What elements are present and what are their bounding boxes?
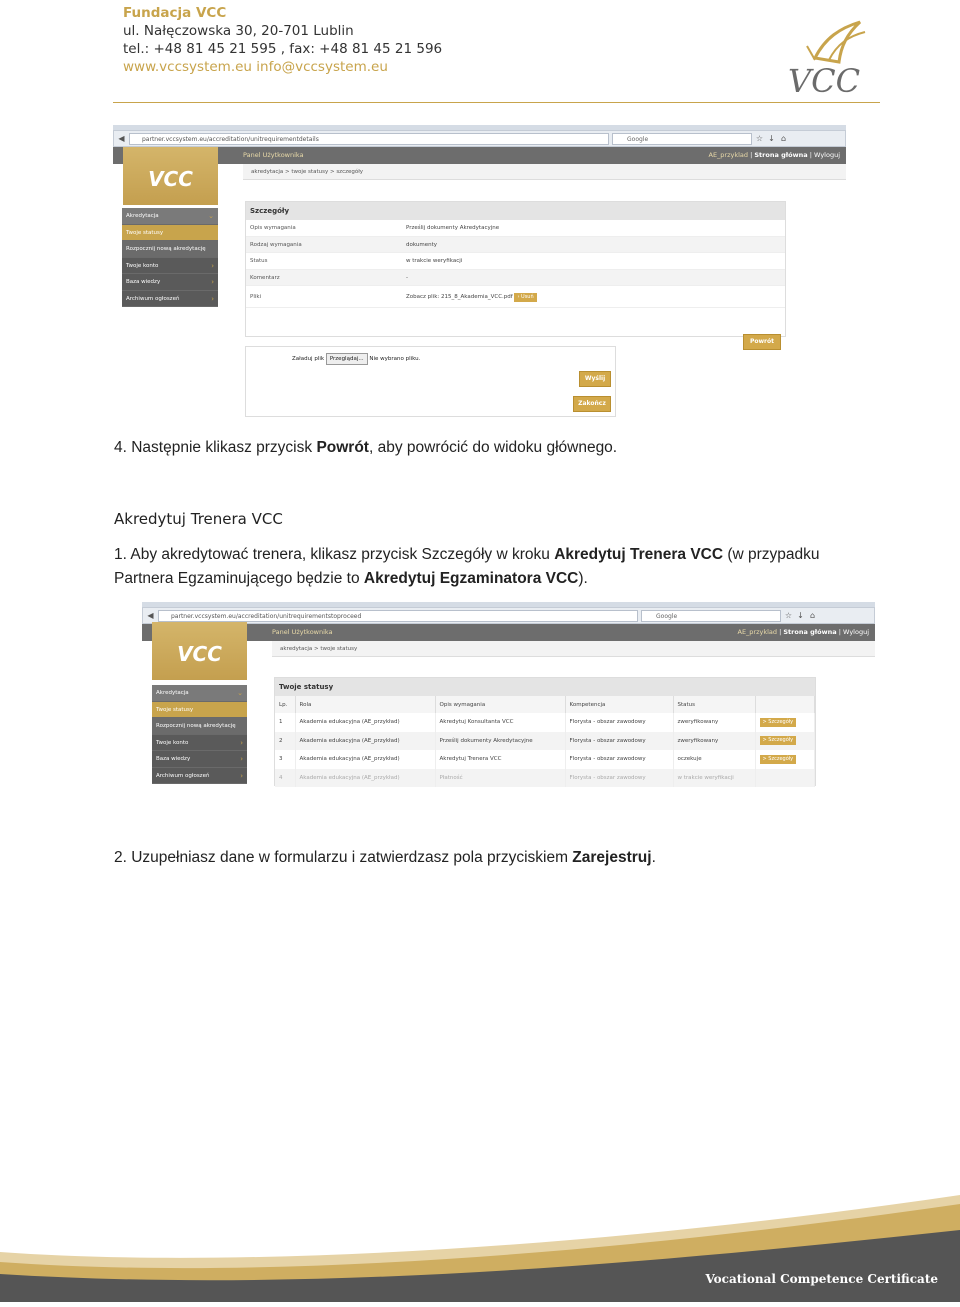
url-bar[interactable]: partner.vccsystem.eu/accreditation/unitrequirementdetails: [129, 133, 609, 145]
detail-row: Status w trakcie weryfikacji: [246, 253, 785, 270]
chevron-right-icon: ›: [240, 738, 243, 747]
chevron-right-icon: ›: [211, 278, 214, 286]
col-header: Lp.: [275, 696, 295, 713]
bookmark-star-icon[interactable]: ☆: [784, 611, 793, 620]
bookmark-star-icon[interactable]: ☆: [755, 134, 764, 143]
step4-text: 4. Następnie klikasz przycisk Powrót, aby powrócić do widoku głównego.: [114, 439, 618, 456]
breadcrumb: [272, 641, 875, 657]
panel-title: Twoje statusy: [275, 678, 815, 696]
sidebar-item-archiwum[interactable]: Archiwum ogłoszeń ›: [152, 768, 247, 785]
chevron-right-icon: ›: [240, 755, 243, 763]
header-divider: [113, 102, 880, 103]
table-row: 4 Akademia edukacyjna (AE_przykład) Płatność Florysta - obszar zawodowy w trakcie weryfikacji: [275, 769, 815, 788]
address: ul. Nałęczowska 30, 20-701 Lublin: [123, 23, 354, 39]
browser-toolbar: [142, 607, 875, 624]
no-file-text: Nie wybrano pliku.: [369, 356, 421, 362]
sidebar-logo: [152, 622, 247, 680]
step1-text: 1. Aby akredytować trenera, klikasz przycisk Szczegóły w kroku Akredytuj Trenera VCC (w przypadku Partnera Egzaminującego będzie to Akredytuj Egzaminatora VCC).: [114, 546, 820, 587]
home-icon[interactable]: ⌂: [809, 611, 816, 620]
upload-panel: [245, 346, 616, 417]
breadcrumb-text[interactable]: akredytacja > twoje statusy > szczegóły: [251, 169, 364, 175]
table-header-row: [275, 696, 815, 713]
screenshot-statuses: [142, 602, 875, 786]
browser-toolbar: [113, 130, 846, 147]
logout-link[interactable]: Wyloguj: [814, 151, 840, 159]
app-header: [142, 624, 875, 641]
col-header: Rola: [295, 696, 435, 713]
detail-row: Opis wymagania Prześlij dokumenty Akredytacyjne: [246, 220, 785, 237]
sidebar-menu: [152, 685, 247, 784]
back-icon[interactable]: ◀: [147, 611, 154, 620]
sidebar-item-archiwum[interactable]: Archiwum ogłoszeń ›: [122, 291, 218, 308]
logo-text: VCC: [788, 62, 861, 100]
chevron-down-icon: ⌄: [208, 212, 214, 220]
sidebar-logo: [123, 147, 218, 205]
download-icon[interactable]: ↓: [768, 134, 775, 143]
search-bar[interactable]: Google: [612, 133, 752, 145]
download-icon[interactable]: ↓: [797, 611, 804, 620]
statuses-panel: [274, 677, 816, 786]
chevron-right-icon: ›: [240, 771, 243, 780]
detail-row: Rodzaj wymagania dokumenty: [246, 237, 785, 254]
send-button[interactable]: Wyślij: [579, 371, 611, 387]
section-heading: Akredytuj Trenera VCC: [114, 510, 283, 528]
app-title: Panel Użytkownika: [272, 628, 333, 636]
sidebar-item-nowa-akredytacja[interactable]: Rozpocznij nową akredytację: [122, 241, 218, 258]
sidebar-item-nowa-akredytacja[interactable]: Rozpocznij nową akredytację: [152, 718, 247, 735]
phone-fax: tel.: +48 81 45 21 595 , fax: +48 81 45 21 596: [123, 41, 443, 57]
back-button[interactable]: Powrót: [743, 334, 781, 350]
footer-tagline: Vocational Competence Certificate: [705, 1272, 938, 1286]
col-header: Status: [673, 696, 755, 713]
sidebar-item-statusy[interactable]: Twoje statusy: [152, 702, 247, 719]
sidebar-logo-text: VCC: [148, 167, 193, 191]
letterhead: [123, 4, 442, 76]
browse-button[interactable]: Przeglądaj...: [326, 353, 368, 365]
table-row: 2 Akademia edukacyjna (AE_przykład) Prześlij dokumenty Akredytacyjne Florysta - obszar zawodowy zweryfikowany > Szczegóły: [275, 732, 815, 751]
home-link[interactable]: Strona główna: [783, 628, 837, 636]
details-button[interactable]: > Szczegóły: [760, 718, 797, 727]
details-panel: [245, 201, 786, 345]
sidebar-menu: [122, 208, 218, 307]
sidebar-item-konto[interactable]: Twoje konto ›: [152, 735, 247, 752]
user-name[interactable]: AE_przyklad: [737, 628, 778, 636]
chevron-right-icon: ›: [211, 261, 214, 270]
chevron-right-icon: ›: [211, 294, 214, 303]
sidebar-item-akredytacja[interactable]: Akredytacja ⌄: [152, 685, 247, 702]
panel-title: Szczegóły: [246, 202, 785, 220]
website-link[interactable]: www.vccsystem.eu: [123, 59, 252, 75]
back-icon[interactable]: ◀: [118, 134, 125, 143]
vcc-logo: [785, 10, 880, 100]
col-header: [755, 696, 815, 713]
breadcrumb: [243, 164, 846, 180]
table-row: 1 Akademia edukacyjna (AE_przykład) Akredytuj Konsultanta VCC Florysta - obszar zawodowy zweryfikowany > Szczegóły: [275, 713, 815, 732]
upload-label: Załaduj plik: [292, 356, 325, 362]
url-bar[interactable]: partner.vccsystem.eu/accreditation/unitrequirementstoproceed: [158, 610, 638, 622]
logout-link[interactable]: Wyloguj: [843, 628, 869, 636]
user-nav: AE_przyklad | Strona główna | Wyloguj: [708, 151, 840, 159]
sidebar-logo-text: VCC: [177, 642, 222, 666]
delete-file-button[interactable]: › Usuń: [514, 293, 536, 302]
detail-row: Komentarz -: [246, 270, 785, 287]
org-name: Fundacja VCC: [123, 5, 227, 21]
col-header: Kompetencja: [565, 696, 673, 713]
detail-row-files: Pliki Zobacz plik: 215_8_Akademia_VCC.pdf › Usuń: [246, 286, 785, 308]
sidebar-item-statusy[interactable]: Twoje statusy: [122, 225, 218, 242]
email-link[interactable]: info@vccsystem.eu: [256, 59, 388, 75]
sidebar-item-akredytacja[interactable]: Akredytacja ⌄: [122, 208, 218, 225]
details-button[interactable]: > Szczegóły: [760, 755, 797, 764]
user-nav: AE_przyklad | Strona główna | Wyloguj: [737, 628, 869, 636]
breadcrumb-text[interactable]: akredytacja > twoje statusy: [280, 646, 358, 652]
home-link[interactable]: Strona główna: [754, 151, 808, 159]
home-icon[interactable]: ⌂: [780, 134, 787, 143]
table-row: 3 Akademia edukacyjna (AE_przykład) Akredytuj Trenera VCC Florysta - obszar zawodowy oczekuje > Szczegóły: [275, 750, 815, 769]
details-button[interactable]: > Szczegóły: [760, 736, 797, 745]
search-bar[interactable]: Google: [641, 610, 781, 622]
sidebar-item-baza-wiedzy[interactable]: Baza wiedzy ›: [152, 751, 247, 768]
col-header: Opis wymagania: [435, 696, 565, 713]
statuses-table: [275, 696, 815, 787]
sidebar-item-baza-wiedzy[interactable]: Baza wiedzy ›: [122, 274, 218, 291]
file-link[interactable]: Zobacz plik: 215_8_Akademia_VCC.pdf: [406, 294, 513, 300]
finish-button[interactable]: Zakończ: [573, 396, 611, 412]
step2-text: 2. Uzupełniasz dane w formularzu i zatwierdzasz pola przyciskiem Zarejestruj.: [114, 849, 656, 866]
chevron-down-icon: ⌄: [237, 689, 243, 697]
screenshot-details: [113, 125, 846, 417]
sidebar-item-konto[interactable]: Twoje konto ›: [122, 258, 218, 275]
user-name[interactable]: AE_przyklad: [708, 151, 749, 159]
app-title: Panel Użytkownika: [243, 151, 304, 159]
app-header: [113, 147, 846, 164]
